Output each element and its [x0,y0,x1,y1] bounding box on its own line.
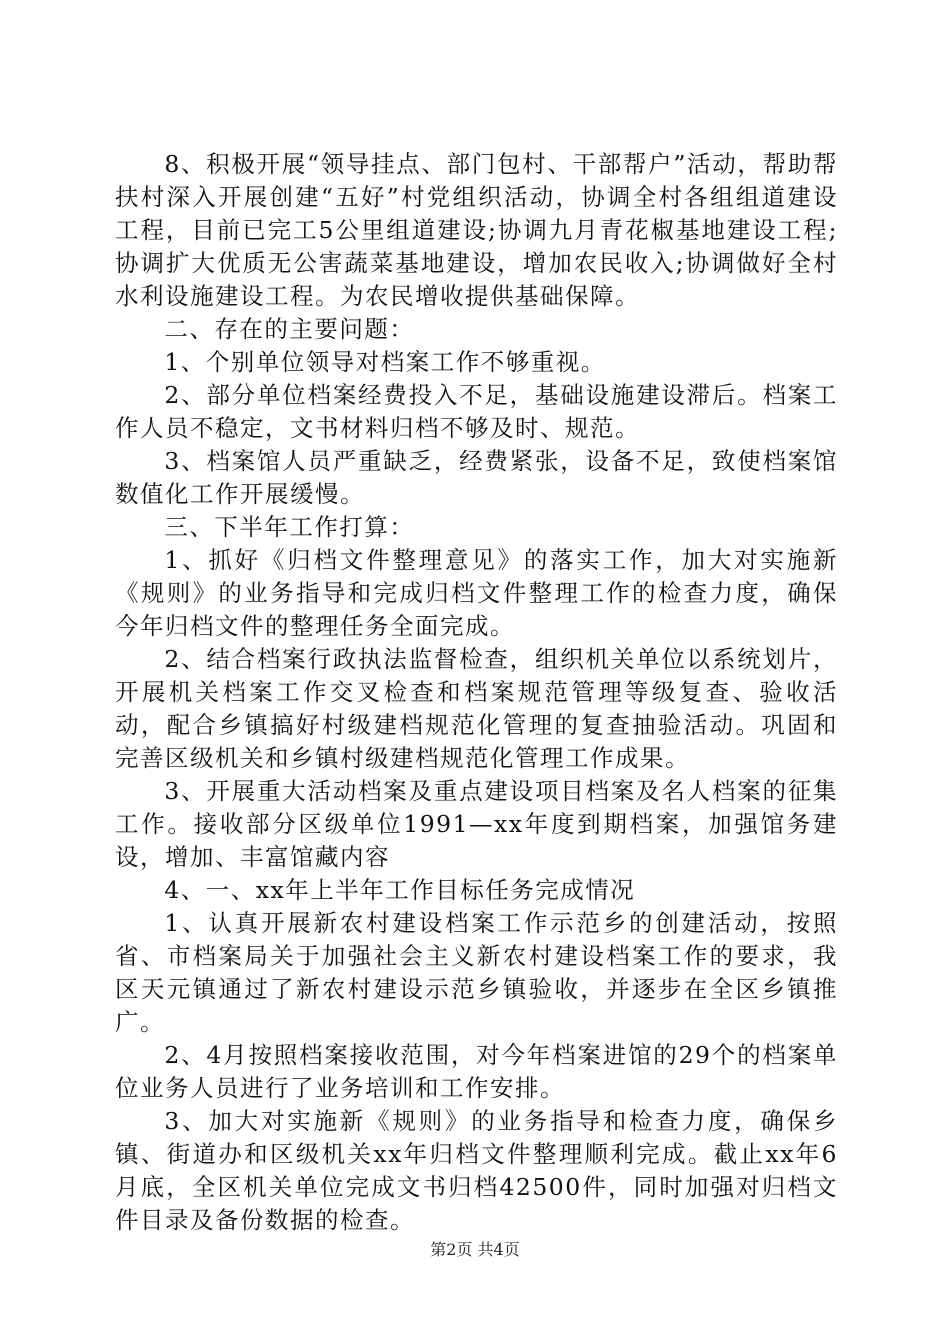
paragraph: 2、部分单位档案经费投入不足，基础设施建设滞后。档案工作人员不稳定，文书材料归档不够及时、规范。 [115,381,838,442]
paragraph: 3、开展重大活动档案及重点建设项目档案及名人档案的征集工作。接收部分区级单位1991—xx年度到期档案，加强馆务建设，增加、丰富馆藏内容 [115,777,838,871]
paragraph: 2、4月按照档案接收范围，对今年档案进馆的29个的档案单位业务人员进行了业务培训和工作安排。 [115,1041,838,1102]
paragraph: 1、抓好《归档文件整理意见》的落实工作，加大对实施新《规则》的业务指导和完成归档文件整理工作的检查力度，确保今年归档文件的整理任务全面完成。 [115,546,838,640]
document-body [115,148,838,1237]
paragraph: 1、个别单位领导对档案工作不够重视。 [164,348,606,376]
section-heading: 三、下半年工作打算： [164,513,415,541]
paragraph: 3、加大对实施新《规则》的业务指导和检查力度，确保乡镇、街道办和区级机关xx年归档文件整理顺利完成。截止xx年6月底，全区机关单位完成文书归档42500件，同时加强对归档文件目录及备份数据的检查。 [115,1107,838,1234]
paragraph: 1、认真开展新农村建设档案工作示范乡的创建活动，按照省、市档案局关于加强社会主义新农村建设档案工作的要求，我区天元镇通过了新农村建设示范乡镇验收，并逐步在全区乡镇推广。 [115,909,838,1036]
section-heading: 4、一、xx年上半年工作目标任务完成情况 [164,876,636,904]
page-number-footer: 第2页 共4页 [430,1240,520,1259]
section-heading: 二、存在的主要问题： [164,315,415,343]
paragraph: 3、档案馆人员严重缺乏，经费紧张，设备不足，致使档案馆数值化工作开展缓慢。 [115,447,838,508]
paragraph: 8、积极开展“领导挂点、部门包村、干部帮户”活动，帮助帮扶村深入开展创建“五好”村党组织活动，协调全村各组组道建设工程，目前已完工5公里组道建设;协调九月青花椒基地建设工程;协调扩大优质无公害蔬菜基地建设，增加农民收入;协调做好全村水利设施建设工程。为农民增收提供基础保障。 [115,150,838,310]
paragraph: 2、结合档案行政执法监督检查，组织机关单位以系统划片，开展机关档案工作交叉检查和档案规范管理等级复查、验收活动，配合乡镇搞好村级建档规范化管理的复查抽验活动。巩固和完善区级机关和乡镇村级建档规范化管理工作成果。 [115,645,838,772]
